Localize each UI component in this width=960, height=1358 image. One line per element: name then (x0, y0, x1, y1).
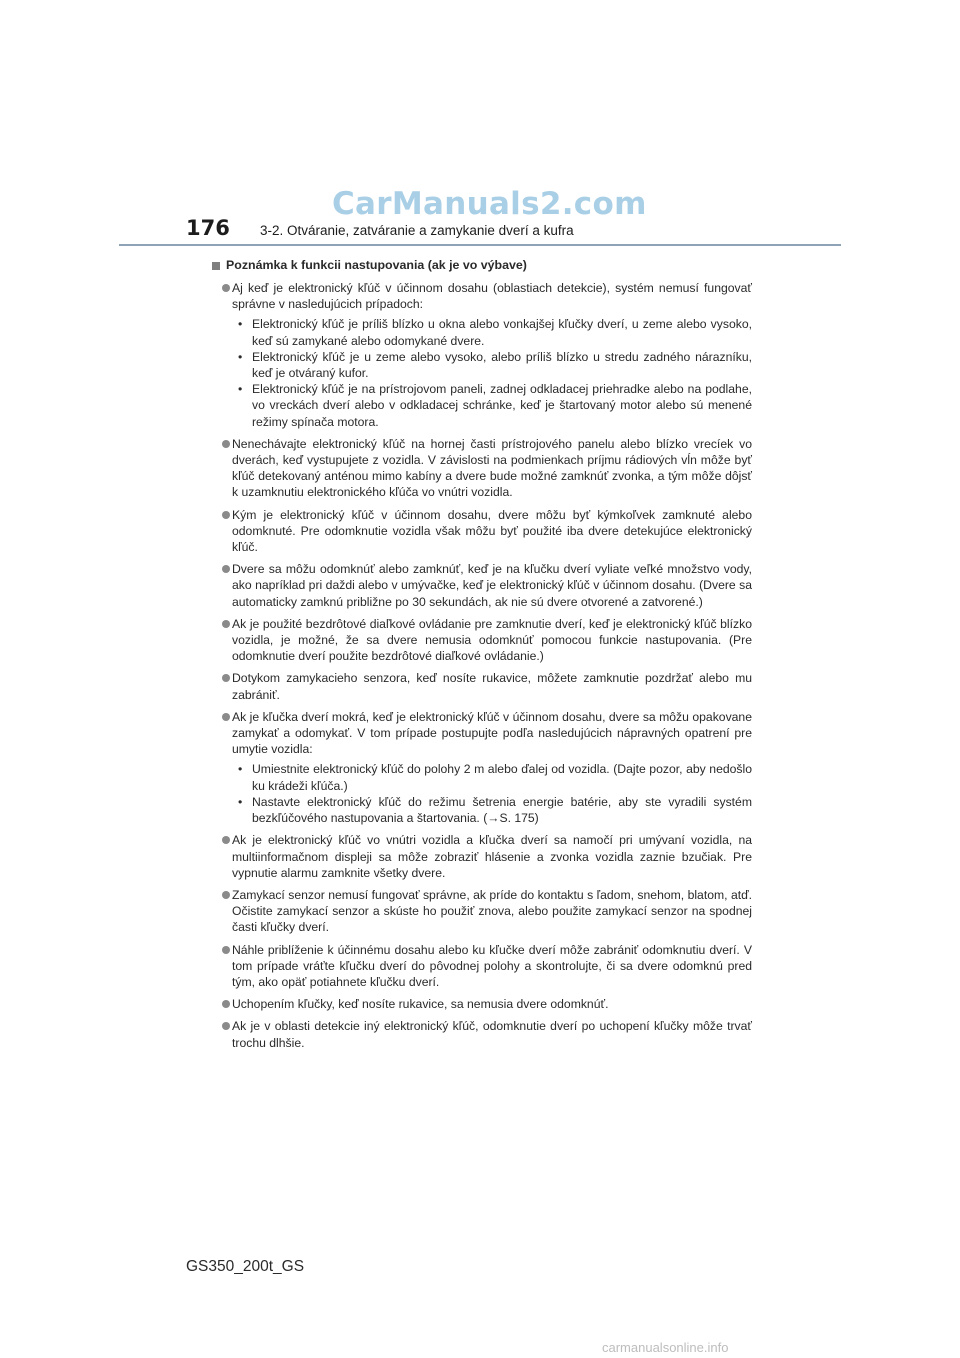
list-item-text: Ak je v oblasti detekcie iný elektronický kľúč, odomknutie dverí po uchopení kľučky môže trvať trochu dlhšie. (232, 1019, 752, 1050)
round-bullet-icon (222, 891, 230, 899)
small-bullet-icon: • (238, 762, 243, 777)
list-item (212, 996, 752, 1012)
round-bullet-icon (222, 1000, 230, 1008)
round-bullet-icon (222, 511, 230, 519)
section-title (212, 257, 752, 274)
list-item-text: Ak je elektronický kľúč vo vnútri vozidla a kľučka dverí sa namočí pri umývaní vozidla, na multiinformačnom displeji sa môže zobraziť hlásenie a zvonka vozidla zaznie bzučiak. Pre vypnutie alarmu zamknite všetky dvere. (232, 833, 752, 880)
small-bullet-icon: • (238, 317, 243, 332)
list-item (212, 561, 752, 610)
round-bullet-icon (222, 674, 230, 682)
square-bullet-icon (212, 262, 220, 270)
small-bullet-icon: • (238, 382, 243, 397)
sub-list-item-text: Elektronický kľúč je príliš blízko u okna alebo vonkajšej kľučky dverí, u zeme alebo vysoko, keď sú zamykané alebo odomykané dvere. (252, 317, 752, 348)
round-bullet-icon (222, 284, 230, 292)
round-bullet-icon (222, 713, 230, 721)
sub-list-item (232, 316, 752, 348)
sub-list (232, 761, 752, 826)
round-bullet-icon (222, 946, 230, 954)
section-header: 3-2. Otváranie, zatváranie a zamykanie dverí a kufra (260, 223, 574, 238)
sub-list-item-text: Umiestnite elektronický kľúč do polohy 2 m alebo ďalej od vozidla. (Dajte pozor, aby nedošlo ku krádeži kľúča.) (252, 762, 752, 793)
list-item (212, 709, 752, 826)
sub-list-item (232, 794, 752, 826)
footer-watermark: carmanualsonline.info (602, 1340, 729, 1355)
list-item (212, 1018, 752, 1050)
round-bullet-icon (222, 1022, 230, 1030)
sub-list-item-text: Elektronický kľúč je na prístrojovom paneli, zadnej odkladacej priehradke alebo na podlahe, vo vreckách dverí alebo v odkladacej schránke, keď je štartovaný motor alebo sú menené režimy spínača motora. (252, 382, 752, 429)
footer-model: GS350_200t_GS (186, 1258, 305, 1275)
sub-list-item (232, 349, 752, 381)
list-item (212, 280, 752, 430)
round-bullet-icon (222, 620, 230, 628)
list-item-text: Aj keď je elektronický kľúč v účinnom dosahu (oblastiach detekcie), systém nemusí fungovať správne v nasledujúcich prípadoch: (232, 281, 752, 312)
list-item-text: Nenechávajte elektronický kľúč na hornej časti prístrojového panelu alebo blízko vrecíek vo dverách, keď vystupujete z vozidla. V závislosti na podmienkach príjmu rádiových vĺn môže byť kľúč detekovaný anténou mimo kabíny a dvere bude možné zamknúť zvonka, a tým môže dôjsť k uzamknutiu elektronického kľúča vo vnútri vozidla. (232, 436, 752, 500)
page-content (212, 257, 752, 1057)
section-title-text: Poznámka k funkcii nastupovania (ak je vo výbave) (226, 258, 527, 272)
list-item (212, 670, 752, 702)
sub-list-item-text: Nastavte elektronický kľúč do režimu šetrenia energie batérie, aby ste vyradili systém bezkľúčového nastupovania a štartovania. (→S. 175) (252, 794, 752, 826)
list-item-text: Kým je elektronický kľúč v účinnom dosahu, dvere môžu byť kýmkoľvek zamknuté alebo odomknuté. Pre odomknutie vozidla však môžu byť použité iba dvere detekujúce elektronický kľúč. (232, 507, 752, 555)
list-item (212, 436, 752, 501)
list-item-text: Uchopením kľučky, keď nosíte rukavice, sa nemusia dvere odomknúť. (232, 997, 609, 1012)
sub-list-item-text: Elektronický kľúč je u zeme alebo vysoko, alebo príliš blízko u stredu zadného nárazníku, keď je otváraný kufor. (252, 349, 752, 381)
round-bullet-icon (222, 565, 230, 573)
list-item-text: Dotykom zamykacieho senzora, keď nosíte rukavice, môžete zamknutie pozdržať alebo mu zabrániť. (232, 671, 752, 702)
round-bullet-icon (222, 836, 230, 844)
bullet-list (212, 280, 752, 1051)
list-item (212, 887, 752, 936)
list-item-text: Zamykací senzor nemusí fungovať správne, ak príde do kontaktu s ľadom, snehom, blatom, atď. Očistite zamykací senzor a skúste ho použiť znova, alebo použite zamykací senzor na spodnej časti kľučky dverí. (232, 887, 752, 935)
sub-list (232, 316, 752, 429)
list-item-text: Ak je kľučka dverí mokrá, keď je elektronický kľúč v účinnom dosahu, dvere sa môžu opakovane zamykať a odomykať. V tom prípade postupujte podľa nasledujúcich nápravných opatrení pre umytie vozidla: (232, 709, 752, 757)
header-divider (119, 244, 841, 246)
list-item (212, 507, 752, 556)
list-item (212, 616, 752, 665)
small-bullet-icon: • (238, 349, 243, 364)
page-number: 176 (186, 216, 230, 240)
list-item-text: Dvere sa môžu odomknúť alebo zamknúť, keď je na kľučku dverí vyliate veľké množstvo vody, ako napríklad pri daždi alebo v umývačke, keď je elektronický kľúč v účinnom dosahu. (Dvere sa automaticky zamknú približne po 30 sekundách, ak nie sú dvere otvorené a zatvorené.) (232, 562, 752, 609)
list-item (212, 832, 752, 881)
sub-list-item (232, 381, 752, 430)
watermark-logo: CarManuals2.com (332, 186, 647, 222)
list-item-text: Náhle priblíženie k účinnému dosahu alebo ku kľučke dverí môže zabrániť odomknutiu dverí. V tom prípade vráťte kľučku dverí do pôvodnej polohy a skontrolujte, či sa dvere odomknú pred tým, ako opäť potiahnete kľučku dverí. (232, 942, 752, 989)
small-bullet-icon: • (238, 794, 243, 809)
list-item-text: Ak je použité bezdrôtové diaľkové ovládanie pre zamknutie dverí, keď je elektronický kľúč blízko vozidla, je možné, že sa dvere nemusia odomknúť pomocou funkcie nastupovania. (Pre odomknutie dverí použite bezdrôtové diaľkové ovládanie.) (232, 616, 752, 664)
round-bullet-icon (222, 440, 230, 448)
list-item (212, 942, 752, 991)
sub-list-item (232, 761, 752, 793)
